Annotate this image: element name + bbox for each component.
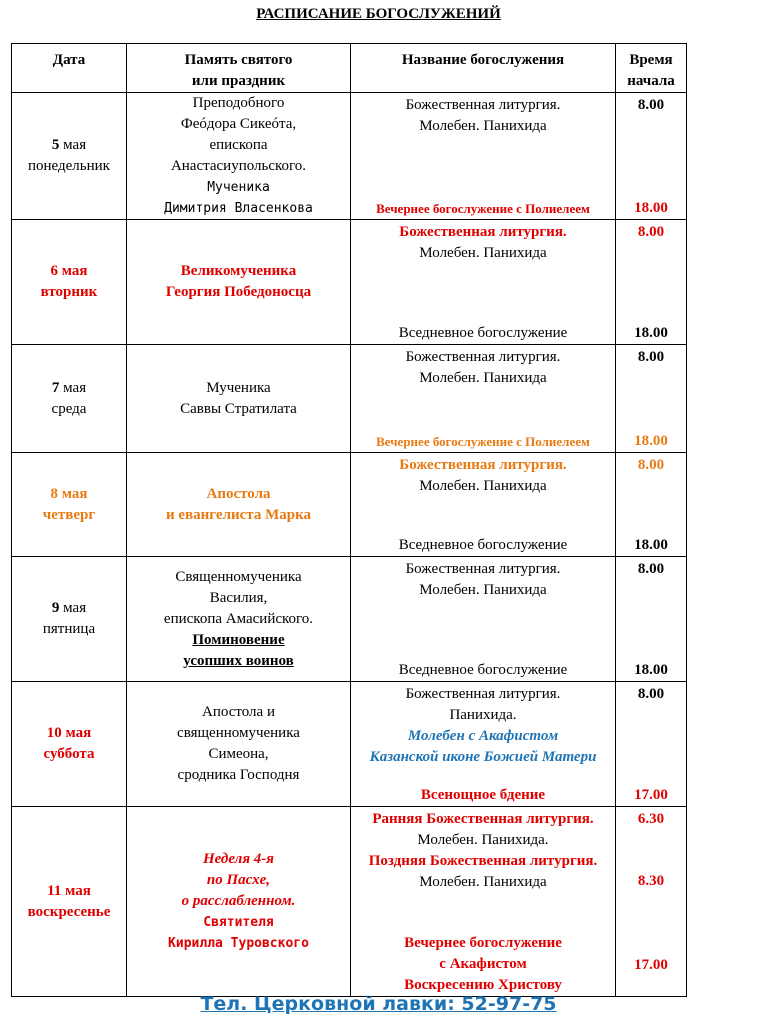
service-cell: Божественная литургия. Панихида. Молебен с Акафистом Казанской иконе Божией Матери Всенощное бдение [351, 682, 616, 807]
service-cell: Божественная литургия. Молебен. Панихида Вседневное богослужение [351, 557, 616, 682]
table-header-row [12, 44, 687, 93]
table-row [12, 807, 687, 997]
header-service: Название богослужения [351, 44, 616, 93]
time-cell: 8.00 18.00 [616, 345, 687, 453]
service-cell: Ранняя Божественная литургия. Молебен. Панихида. Поздняя Божественная литургия. Молебен. Панихида Вечернее богослужение с Акафистом Воскресению Христову [351, 807, 616, 997]
time-cell: 8.00 18.00 [616, 220, 687, 345]
saint-cell: Великомученика Георгия Победоносца [127, 220, 351, 345]
saint-cell: Мученика Саввы Стратилата [127, 345, 351, 453]
time-cell: 8.00 18.00 [616, 93, 687, 220]
saint-cell: Апостола и евангелиста Марка [127, 453, 351, 557]
date-cell: 5 мая понедельник [12, 93, 127, 220]
table-row [12, 93, 687, 220]
header-time: Время начала [616, 44, 687, 93]
date-cell: 6 мая вторник [12, 220, 127, 345]
saint-cell: Неделя 4-я по Пасхе, о расслабленном. Святителя Кирилла Туровского [127, 807, 351, 997]
table-row [12, 345, 687, 453]
service-cell: Божественная литургия. Молебен. Панихида Вечернее богослужение с Полиелеем [351, 93, 616, 220]
table-row [12, 682, 687, 807]
time-cell: 8.00 17.00 [616, 682, 687, 807]
service-cell: Божественная литургия. Молебен. Панихида Вседневное богослужение [351, 453, 616, 557]
date-cell: 11 мая воскресенье [12, 807, 127, 997]
table-row [12, 453, 687, 557]
saint-cell: Священномученика Василия, епископа Амасийского. Поминовение усопших воинов [127, 557, 351, 682]
schedule-table [11, 43, 687, 997]
saint-cell: Апостола и священномученика Симеона, сродника Господня [127, 682, 351, 807]
table-row [12, 220, 687, 345]
page-title: РАСПИСАНИЕ БОГОСЛУЖЕНИЙ [256, 6, 501, 22]
time-cell: 8.00 18.00 [616, 557, 687, 682]
table-row [12, 557, 687, 682]
date-cell: 8 мая четверг [12, 453, 127, 557]
date-cell: 7 мая среда [12, 345, 127, 453]
saint-cell: Преподобного Феóдора Сикеóта, епископа Анастасиупольского. Мученика Димитрия Власенкова [127, 93, 351, 220]
service-cell: Божественная литургия. Молебен. Панихида Вечернее богослужение с Полиелеем [351, 345, 616, 453]
service-cell: Божественная литургия. Молебен. Панихида Вседневное богослужение [351, 220, 616, 345]
date-cell: 10 мая суббота [12, 682, 127, 807]
header-saint: Память святого или праздник [127, 44, 351, 93]
time-cell: 8.00 18.00 [616, 453, 687, 557]
time-cell: 6.30 8.30 17.00 [616, 807, 687, 997]
church-shop-phone: Тел. Церковной лавки: 52-97-75 [200, 993, 557, 1015]
header-date: Дата [12, 44, 127, 93]
date-cell: 9 мая пятница [12, 557, 127, 682]
